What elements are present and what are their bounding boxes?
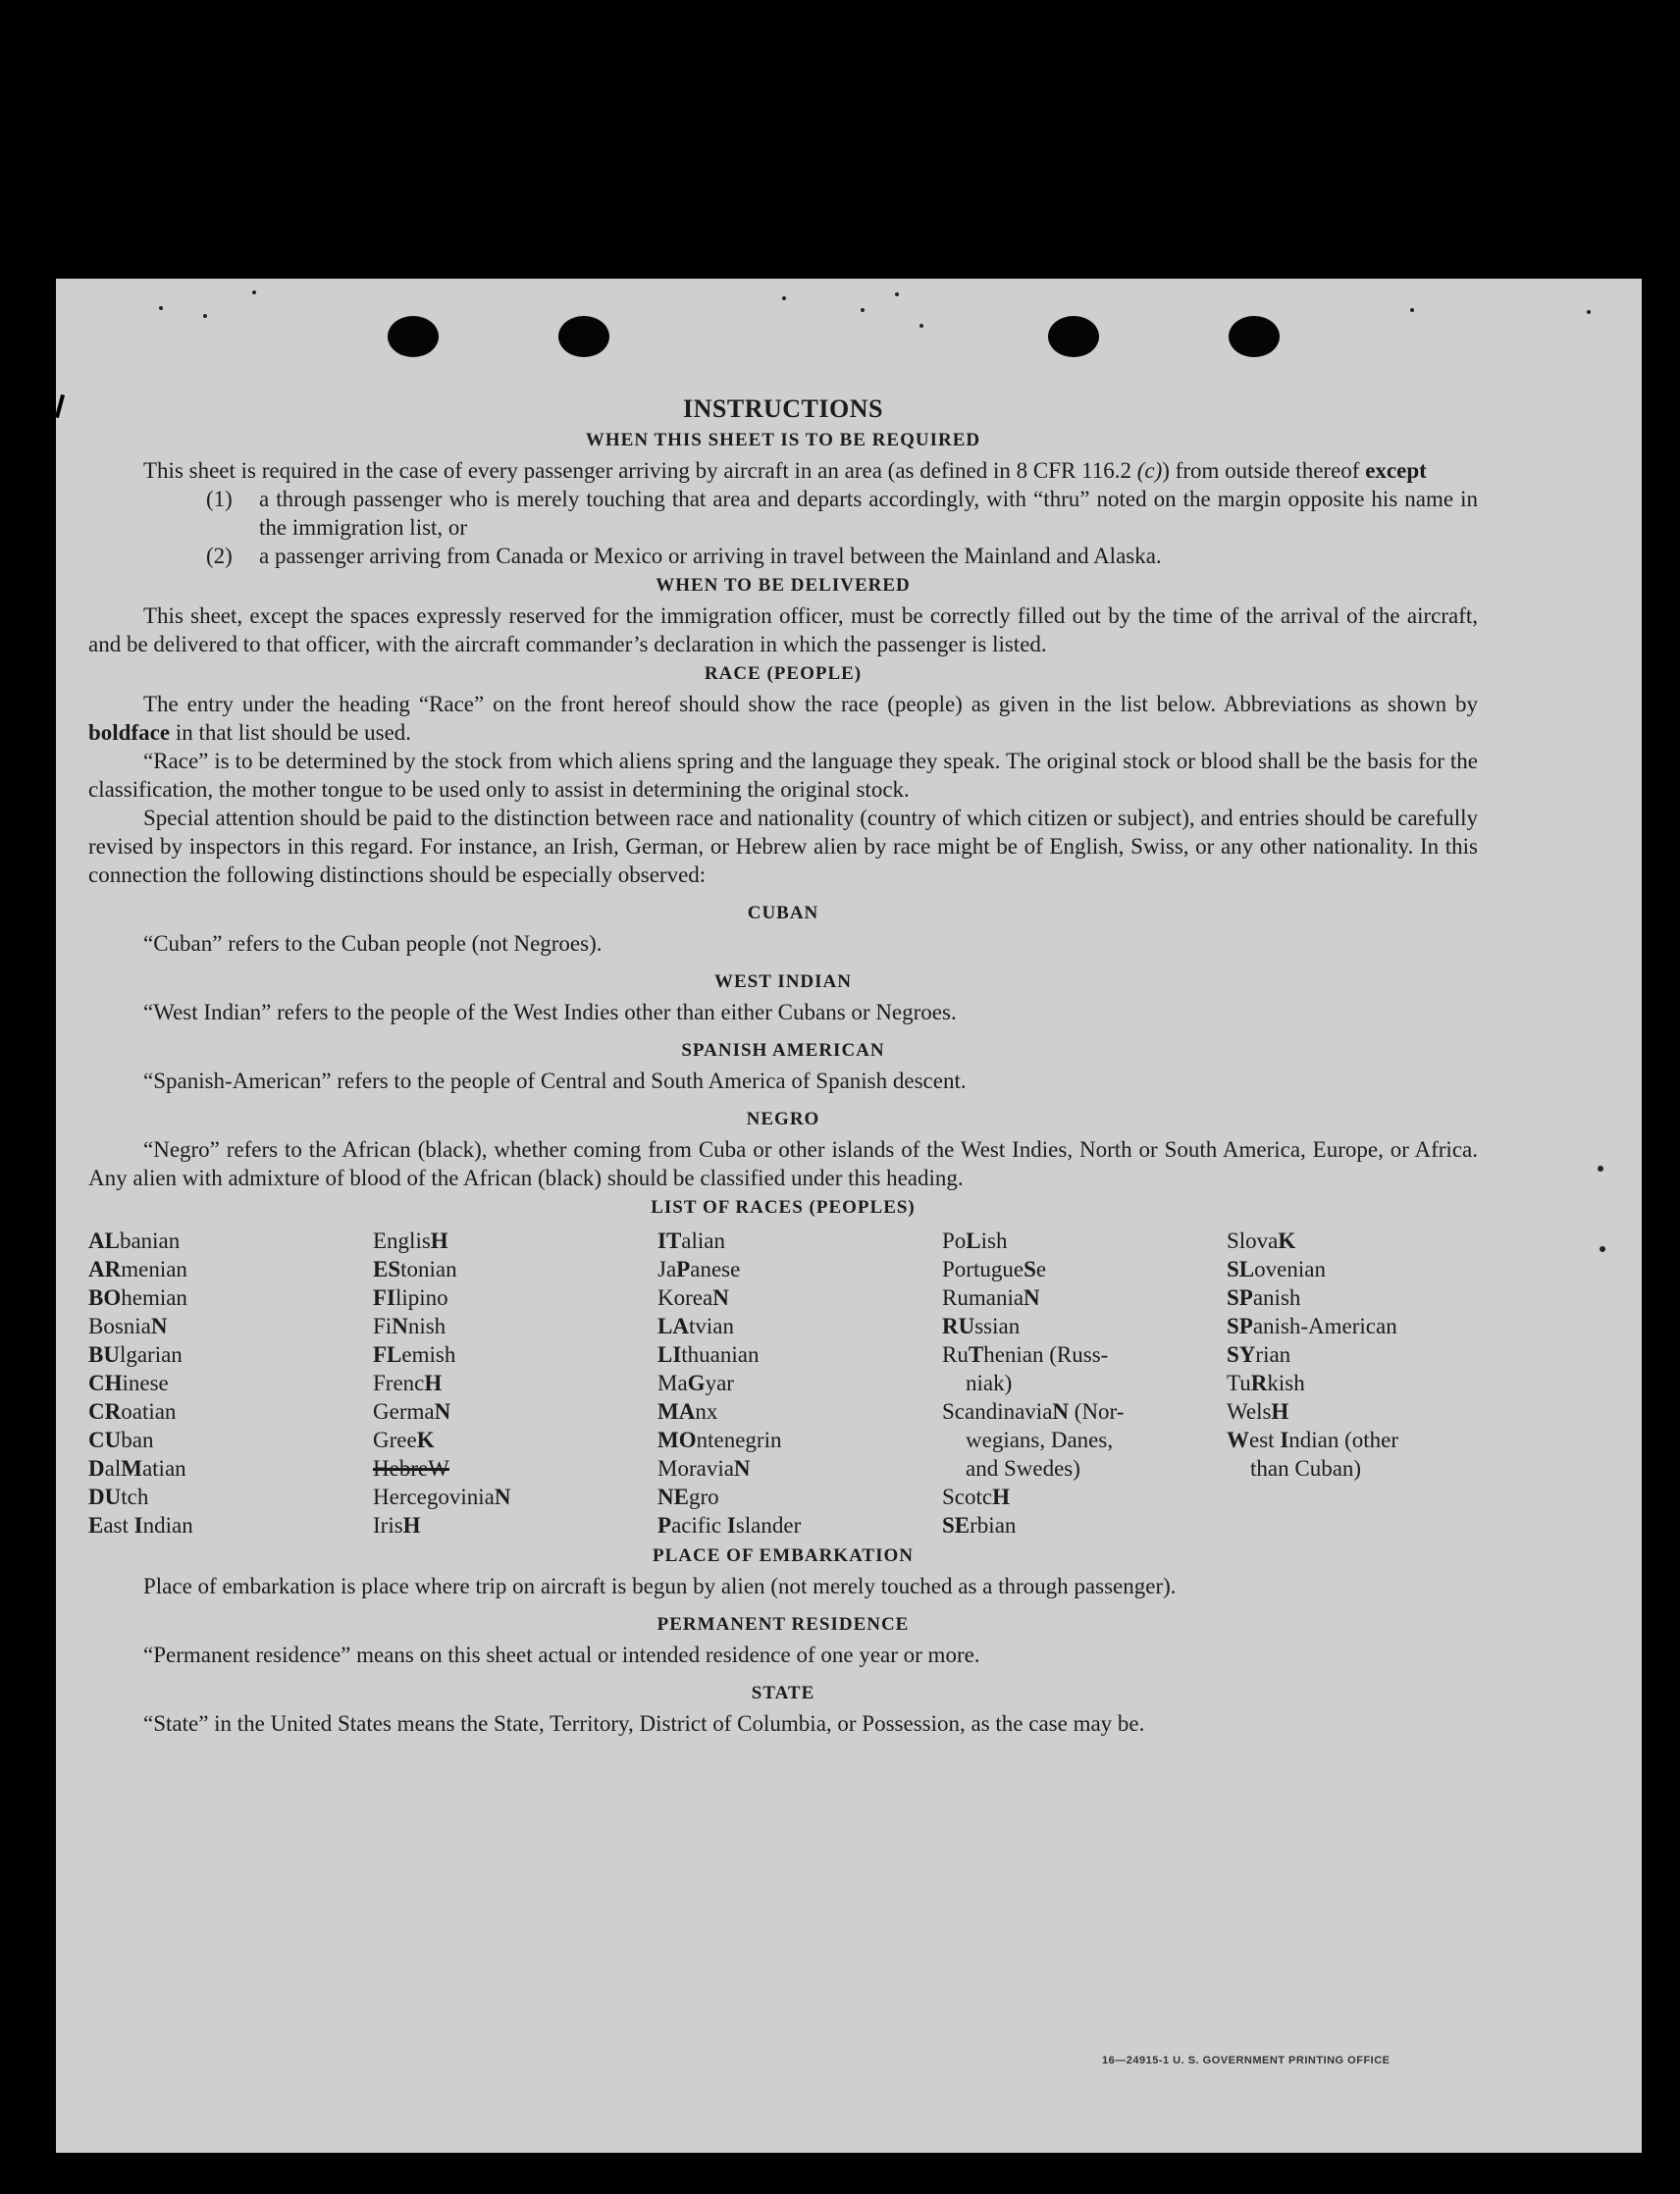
paragraph: “Cuban” refers to the Cuban people (not Negroes). [143, 931, 603, 956]
race-entry: CUban [88, 1428, 154, 1452]
section-heading: LIST OF RACES (PEOPLES) [651, 1197, 916, 1218]
race-entry: CRoatian [88, 1399, 177, 1424]
paragraph: “Race” is to be determined by the stock from which aliens spring and the language they speak. The original stock or blood shall be the basis for the classification, the mother tongue to be used only to assist in determining the original stock. [88, 749, 1478, 802]
race-entry: EStonian [373, 1257, 457, 1281]
speck [159, 306, 163, 310]
punch-hole [1229, 316, 1280, 357]
race-entry: MOntenegrin [657, 1428, 782, 1452]
race-entry: HercegoviniaN [373, 1485, 511, 1509]
paragraph: “Negro” refers to the African (black), whether coming from Cuba or other islands of the West Indies, North or South America, Europe, or Africa. Any alien with admixture of blood of the African (black) should be classified under this heading. [88, 1137, 1478, 1190]
race-column [1227, 1227, 1511, 1540]
punch-hole [1048, 316, 1099, 357]
speck [1587, 310, 1591, 314]
race-entry: BOhemian [88, 1285, 187, 1310]
race-column [942, 1227, 1227, 1540]
section-heading: SPANISH AMERICAN [681, 1040, 885, 1061]
race-entry: ALbanian [88, 1228, 181, 1253]
race-entry: FLemish [373, 1342, 456, 1367]
race-entry: BUlgarian [88, 1342, 183, 1367]
race-entry: Pacific Islander [657, 1513, 802, 1538]
race-entry: MAnx [657, 1399, 718, 1424]
race-entry: DUtch [88, 1485, 149, 1509]
race-column [657, 1227, 942, 1540]
paragraph: This sheet is required in the case of every passenger arriving by aircraft in an area (as defined in 8 CFR 116.2 (c)) from outside thereof except [143, 458, 1427, 483]
speck [895, 292, 899, 296]
race-entry: PoLish [942, 1228, 1008, 1253]
race-entry: ITalian [657, 1228, 725, 1253]
section-heading: RACE (PEOPLE) [704, 663, 863, 684]
race-entry: ScandinaviaN (Nor- [942, 1399, 1125, 1424]
race-entry: MoraviaN [657, 1456, 751, 1481]
race-entry: DalMatian [88, 1456, 186, 1481]
race-entry: TuRkish [1227, 1371, 1305, 1395]
race-entry: SErbian [942, 1513, 1017, 1538]
race-entry: RUssian [942, 1314, 1021, 1338]
instructions-title: INSTRUCTIONS [683, 394, 883, 423]
race-entry: IrisH [373, 1513, 421, 1538]
speck [861, 308, 865, 312]
paragraph: “Spanish-American” refers to the people of Central and South America of Spanish descent. [143, 1069, 967, 1093]
paragraph: “West Indian” refers to the people of the West Indies other than either Cubans or Negroes. [143, 1000, 957, 1024]
race-entry: FrencH [373, 1371, 443, 1395]
section-heading: WHEN THIS SHEET IS TO BE REQUIRED [585, 430, 981, 450]
speck [782, 296, 786, 300]
paragraph: “State” in the United States means the State, Territory, District of Columbia, or Possession, as the case may be. [143, 1711, 1145, 1736]
race-entry: SYrian [1227, 1342, 1291, 1367]
section-heading: PERMANENT RESIDENCE [656, 1614, 910, 1635]
item-number: (1) [206, 487, 233, 511]
race-entry: GermaN [373, 1399, 451, 1424]
race-entry: HebreW [373, 1456, 449, 1481]
race-entry: EnglisH [373, 1228, 448, 1253]
speck [252, 290, 256, 294]
race-entry: RumaniaN [942, 1285, 1040, 1310]
race-entry: KoreaN [657, 1285, 729, 1310]
printing-office-code: 16—24915-1 U. S. GOVERNMENT PRINTING OFFICE [1102, 2055, 1391, 2066]
section-heading: NEGRO [746, 1109, 820, 1129]
race-entry: NEgro [657, 1485, 719, 1509]
speck [1600, 1246, 1605, 1252]
race-entry: SPanish [1227, 1285, 1301, 1310]
paragraph: This sheet, except the spaces expressly reserved for the immigration officer, must be correctly filled out by the time of the arrival of the aircraft, and be delivered to that officer, with the aircraft commander’s declaration in which the passenger is listed. [88, 603, 1478, 656]
speck [1598, 1166, 1603, 1172]
race-entry: wegians, Danes, [966, 1428, 1114, 1452]
punch-hole [388, 316, 439, 357]
document-sheet [56, 279, 1642, 2153]
paragraph: Special attention should be paid to the distinction between race and nationality (country of which citizen or subject), and entries should be carefully revised by inspectors in this regard. For instance, an Irish, German, or Hebrew alien by race might be of English, Swiss, or any other nationality. In this connection the following distinctions should be especially observed: [88, 806, 1478, 887]
speck [919, 324, 923, 328]
race-entry: LIthuanian [657, 1342, 760, 1367]
speck [1410, 308, 1414, 312]
race-entry: RuThenian (Russ- [942, 1342, 1109, 1367]
race-column [373, 1227, 657, 1540]
race-entry: JaPanese [657, 1257, 741, 1281]
race-entry: FIlipino [373, 1285, 448, 1310]
section-heading: CUBAN [747, 903, 819, 923]
race-entry: East Indian [88, 1513, 193, 1538]
item-number: (2) [206, 544, 233, 568]
list-item [88, 485, 1478, 542]
race-entry: ARmenian [88, 1257, 187, 1281]
race-entry: PortugueSe [942, 1257, 1047, 1281]
race-entry: West Indian (other [1227, 1428, 1399, 1452]
list-item [88, 542, 1478, 570]
item-text: a passenger arriving from Canada or Mexico or arriving in travel between the Mainland and Alaska. [259, 544, 1162, 568]
paragraph: The entry under the heading “Race” on the front hereof should show the race (people) as given in the list below. Abbreviations as shown by boldface in that list should be used. [88, 692, 1478, 745]
race-entry: SLovenian [1227, 1257, 1326, 1281]
race-entry: SPanish-American [1227, 1314, 1397, 1338]
race-entry: MaGyar [657, 1371, 734, 1395]
race-column [88, 1227, 373, 1540]
race-entry: SlovaK [1227, 1228, 1296, 1253]
instructions-content [88, 394, 1478, 1738]
margin-mark [55, 394, 65, 418]
paragraph: Place of embarkation is place where trip on aircraft is begun by alien (not merely touched as a through passenger). [143, 1574, 1177, 1598]
race-entry: CHinese [88, 1371, 169, 1395]
section-heading: PLACE OF EMBARKATION [653, 1545, 914, 1566]
race-entry: ScotcH [942, 1485, 1010, 1509]
item-text: a through passenger who is merely touching that area and departs accordingly, with “thru” noted on the margin opposite his name in the immigration list, or [259, 487, 1478, 540]
race-entry: WelsH [1227, 1399, 1289, 1424]
race-entry: GreeK [373, 1428, 435, 1452]
section-heading: WEST INDIAN [714, 971, 852, 992]
race-list [88, 1227, 1478, 1540]
race-entry: and Swedes) [966, 1456, 1080, 1481]
race-entry: LAtvian [657, 1314, 734, 1338]
section-heading: WHEN TO BE DELIVERED [656, 575, 911, 596]
section-heading: STATE [751, 1683, 815, 1703]
race-entry: niak) [966, 1371, 1013, 1395]
paragraph: “Permanent residence” means on this sheet actual or intended residence of one year or more. [143, 1643, 980, 1667]
punch-hole [558, 316, 609, 357]
race-entry: than Cuban) [1250, 1456, 1362, 1481]
race-entry: FiNnish [373, 1314, 446, 1338]
speck [203, 314, 207, 318]
race-entry: BosniaN [88, 1314, 168, 1338]
